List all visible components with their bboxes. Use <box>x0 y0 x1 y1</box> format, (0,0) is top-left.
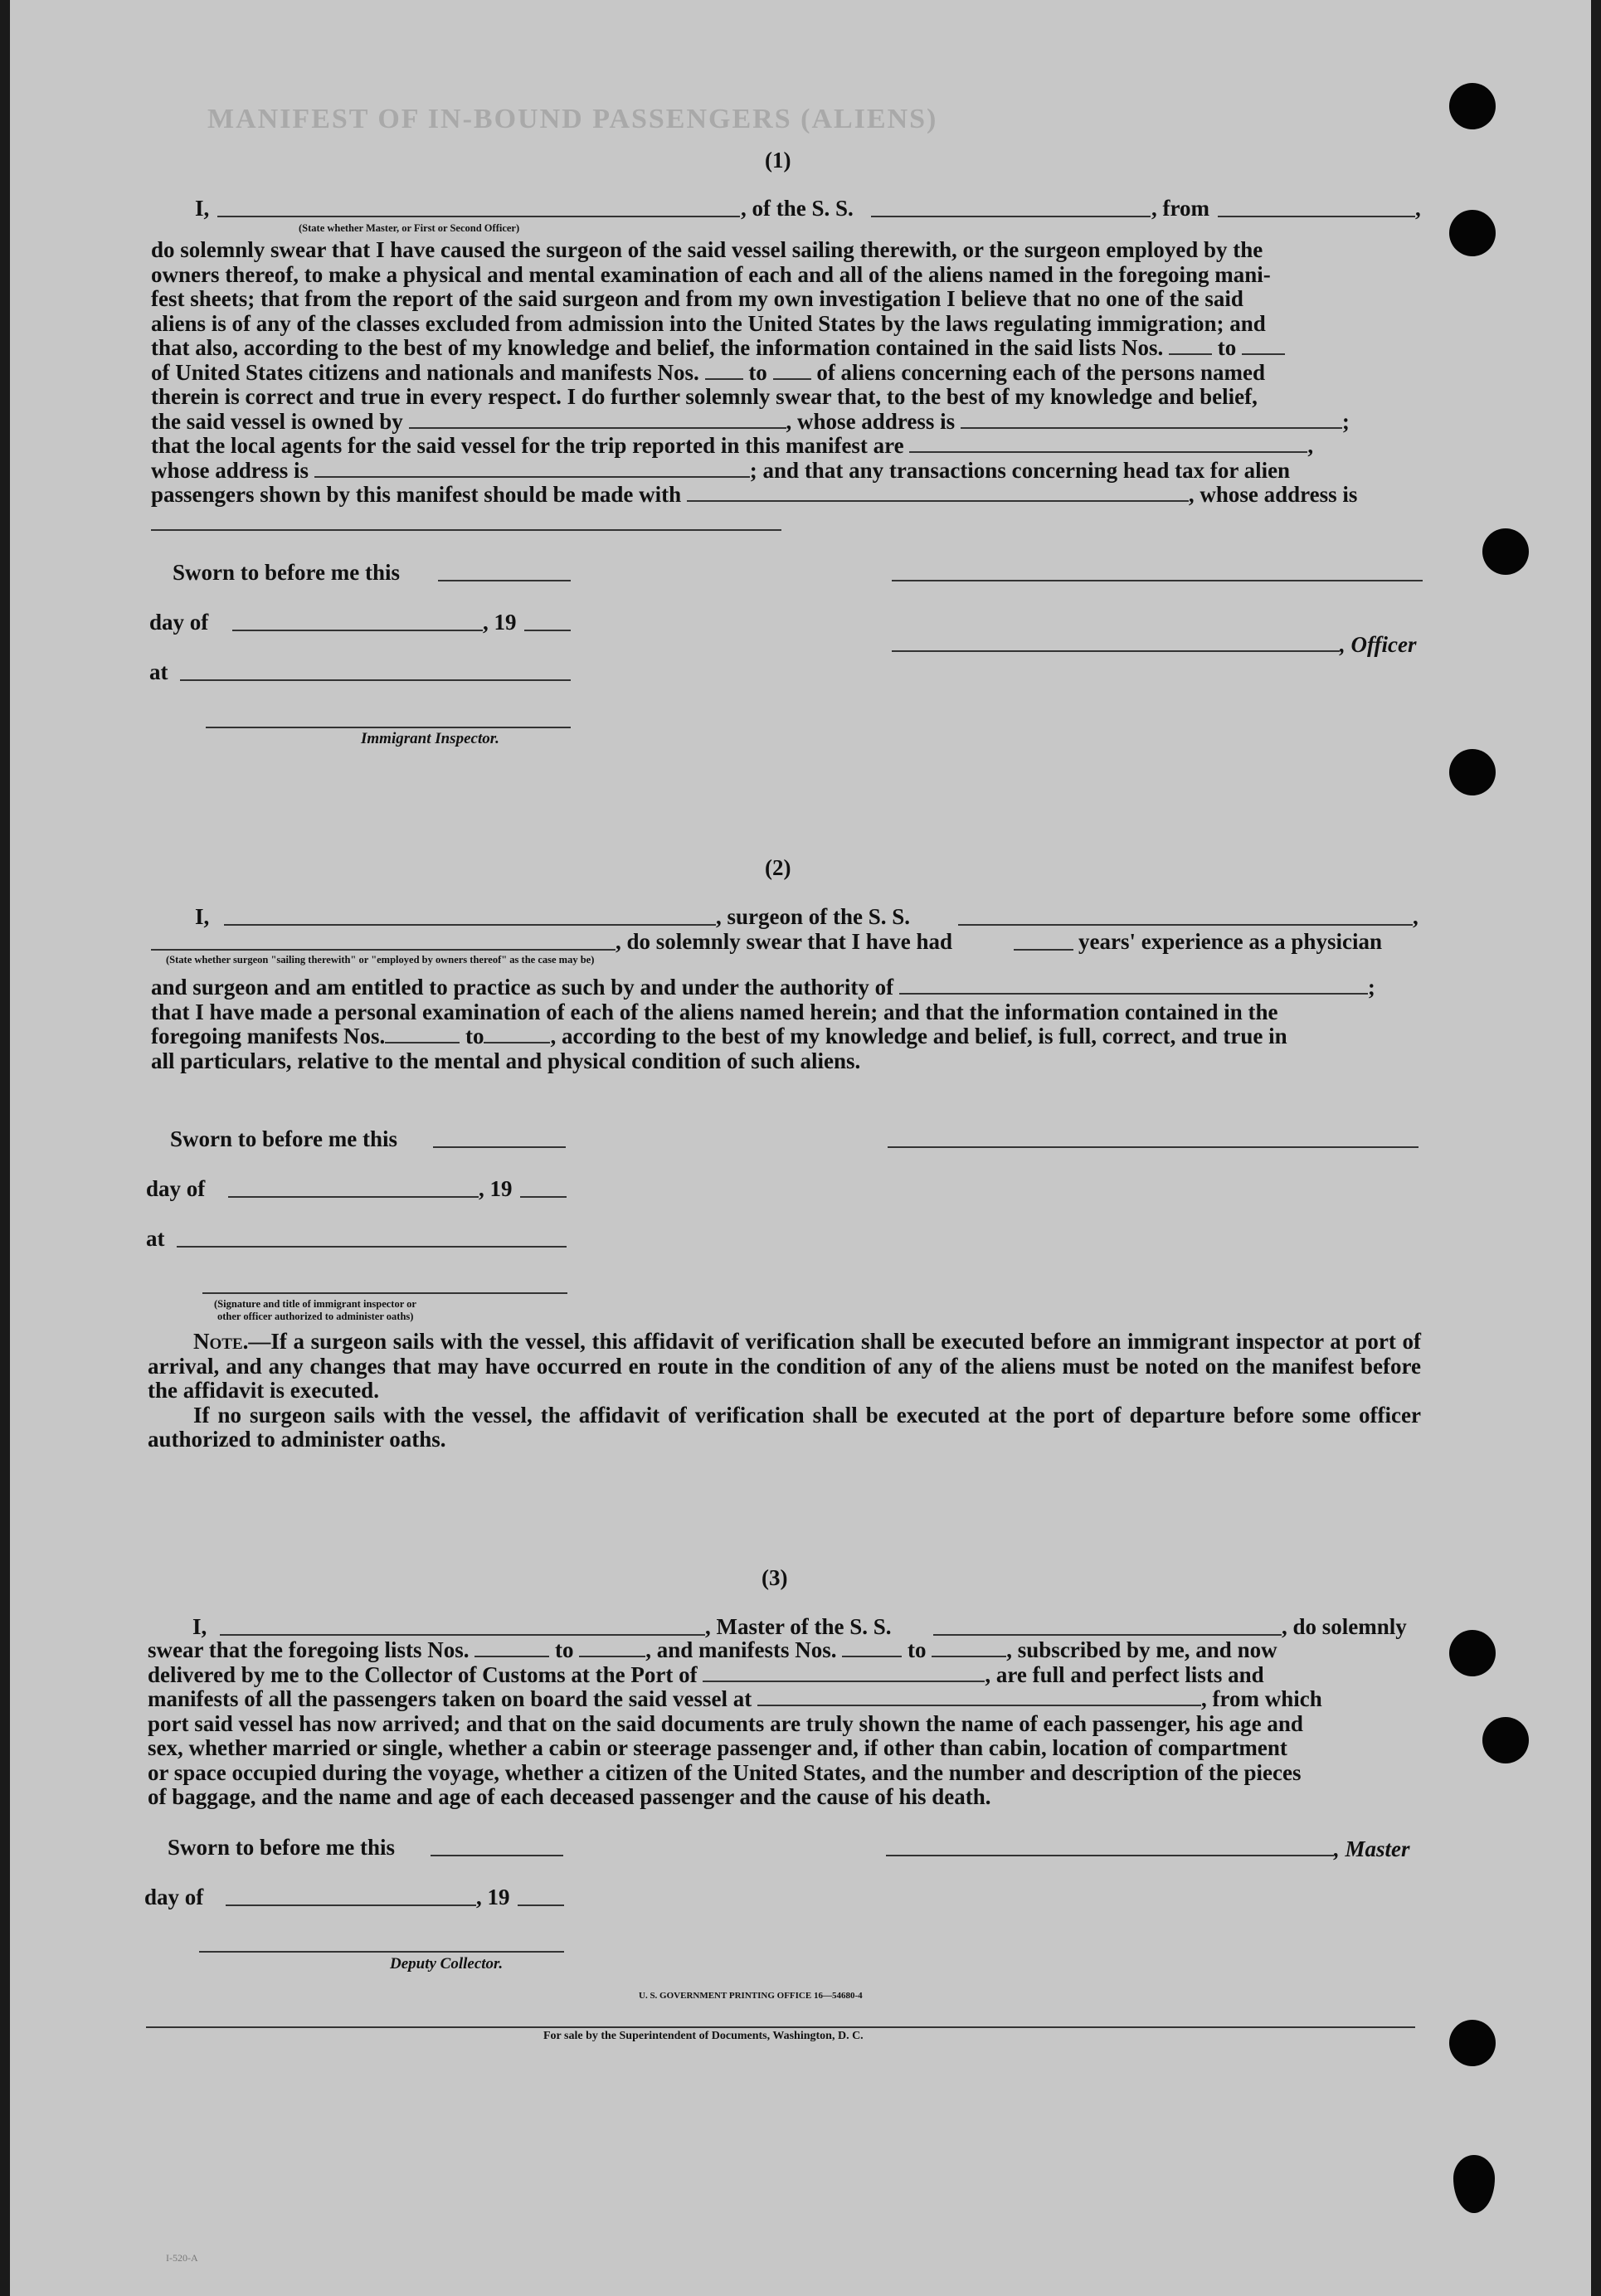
form-number: I-520-A <box>166 2252 198 2264</box>
s2-year-field[interactable] <box>520 1196 567 1198</box>
s3-master-name-field[interactable] <box>220 1634 705 1636</box>
s1-line-6: of United States citizens and nationals and manifests Nos. to of aliens concerning each of the persons named <box>151 359 1266 385</box>
s2-manifests-to-field[interactable] <box>484 1025 550 1043</box>
s3-oath-paragraph <box>148 1638 1421 1810</box>
s1-of-ship-label: , of the S. S. <box>741 196 854 221</box>
s2-inspector-signature-field[interactable] <box>202 1292 567 1294</box>
punch-hole <box>1482 1717 1529 1763</box>
s2-sig-note-2: other officer authorized to administer oaths) <box>217 1311 414 1322</box>
s1-address-continuation-field[interactable] <box>151 529 781 531</box>
s1-sworn-label: Sworn to before me this <box>173 560 400 585</box>
s1-inspector-signature-field[interactable] <box>206 727 571 728</box>
s1-i-label: I, <box>195 196 210 221</box>
s3-manifests-to-field[interactable] <box>932 1639 1006 1657</box>
s3-line-4: manifests of all the passengers taken on board the said vessel at , from which <box>148 1686 1322 1711</box>
s2-day-field[interactable] <box>228 1196 479 1198</box>
s1-line-10: whose address is ; and that any transactions concerning head tax for alien <box>151 457 1291 483</box>
sale-notice: For sale by the Superintendent of Documents, Washington, D. C. <box>543 2030 864 2042</box>
punch-hole <box>1449 749 1496 795</box>
s1-lists-from-field[interactable] <box>1169 337 1212 355</box>
section-3-number: (3) <box>762 1565 788 1590</box>
s3-boarded-at-field[interactable] <box>757 1688 1201 1706</box>
s2-line1-end: , <box>1413 904 1419 929</box>
s3-year-field[interactable] <box>518 1904 564 1906</box>
s2-sig-note-1: (Signature and title of immigrant inspector or <box>214 1298 416 1310</box>
gpo-imprint: U. S. GOVERNMENT PRINTING OFFICE 16—54680-4 <box>639 1991 863 2001</box>
s3-manifests-from-field[interactable] <box>842 1639 902 1657</box>
s1-line-11: passengers shown by this manifest should be made with , whose address is <box>151 482 1358 507</box>
s3-day-field[interactable] <box>226 1904 476 1906</box>
s2-years-field[interactable] <box>1014 949 1073 951</box>
s2-line-3: and surgeon and am entitled to practice as such by and under the authority of ; <box>151 975 1375 1000</box>
s3-collector-signature-field[interactable] <box>199 1951 564 1953</box>
s1-manifests-to-field[interactable] <box>773 362 811 380</box>
s1-day-of-label: day of <box>149 610 209 635</box>
s3-port-field[interactable] <box>703 1664 985 1682</box>
s1-agents-address-field[interactable] <box>314 460 750 478</box>
s2-manifests-from-field[interactable] <box>385 1025 460 1043</box>
s1-line-8: the said vessel is owned by , whose address is ; <box>151 408 1350 434</box>
s2-authority-field[interactable] <box>899 976 1368 995</box>
punch-hole <box>1453 2155 1495 2213</box>
s3-ship-name-field[interactable] <box>933 1634 1282 1636</box>
s1-signature-field[interactable] <box>892 580 1423 581</box>
s1-owner-address-field[interactable] <box>961 411 1342 429</box>
s1-year-field[interactable] <box>524 630 571 631</box>
s3-line: or space occupied during the voyage, whether a citizen of the United States, and the number and description of the pieces <box>148 1759 1302 1785</box>
s1-head-tax-field[interactable] <box>687 484 1189 502</box>
s1-line: fest sheets; that from the report of the said surgeon and from my own investigation I believe that no one of the said <box>151 286 1243 311</box>
s1-from-label: , from <box>1151 196 1209 221</box>
s3-master-label: , Master of the S. S. <box>705 1614 892 1639</box>
s2-line2-b: years' experience as a physician <box>1078 929 1382 954</box>
s2-surgeon-label: , surgeon of the S. S. <box>716 904 911 929</box>
s3-sworn-label: Sworn to before me this <box>168 1835 395 1860</box>
s1-line1-end: , <box>1415 196 1421 221</box>
s1-year-label: , 19 <box>483 610 517 635</box>
s2-surgeon-name-field[interactable] <box>224 924 716 926</box>
s1-line-5: that also, according to the best of my knowledge and belief, the information contained in the said lists Nos. to <box>151 336 1424 361</box>
s2-note-text: —If a surgeon sails with the vessel, this affidavit of verification shall be executed before an immigrant inspector at port of arrival, and any changes that may have occurred en route in the condition of any of the aliens must be noted on the manifest before the affidavit is executed. <box>148 1329 1421 1403</box>
s1-line: owners thereof, to make a physical and mental examination of each and all of the aliens named in the foregoing mani- <box>151 261 1271 287</box>
section-2-number: (2) <box>765 855 791 880</box>
s1-line: therein is correct and true in every respect. I do further solemnly swear that, to the best of my knowledge and belief, <box>151 384 1258 409</box>
s3-master-sig-label: , Master <box>1334 1836 1410 1861</box>
s1-agents-field[interactable] <box>909 435 1307 453</box>
s2-capacity-note: (State whether surgeon "sailing therewith" or "employed by owners thereof" as the case may be) <box>166 954 595 966</box>
s2-at-label: at <box>146 1226 165 1251</box>
s2-at-field[interactable] <box>177 1246 567 1248</box>
s3-line: sex, whether married or single, whether a cabin or steerage passenger and, if other than cabin, location of compartment <box>148 1735 1287 1760</box>
s1-inspector-label: Immigrant Inspector. <box>361 730 499 747</box>
s1-line: aliens is of any of the classes excluded from admission into the United States by the laws regulating immigration; and <box>151 310 1266 336</box>
s2-note-label: Note. <box>193 1329 249 1354</box>
s1-lists-to-field[interactable] <box>1242 337 1285 355</box>
s2-sworn-label: Sworn to before me this <box>170 1126 397 1151</box>
s1-day-field[interactable] <box>232 630 483 631</box>
s3-lists-from-field[interactable] <box>474 1639 549 1657</box>
s2-year-label: , 19 <box>479 1176 513 1201</box>
s2-line-5: foregoing manifests Nos. to , according to the best of my knowledge and belief, is full, correct, and true in <box>151 1024 1287 1048</box>
s1-officer-label: , Officer <box>1340 632 1417 657</box>
s1-ship-name-field[interactable] <box>871 216 1151 217</box>
s1-owner-field[interactable] <box>409 411 786 429</box>
s1-line-9: that the local agents for the said vessel for the trip reported in this manifest are , <box>151 433 1314 458</box>
s2-ship-name-field[interactable] <box>958 924 1413 926</box>
s2-line: that I have made a personal examination of each of the aliens named herein; and that the information contained in the <box>151 999 1278 1024</box>
s3-line-2: swear that the foregoing lists Nos. to , and manifests Nos. to , subscribed by me, and now <box>148 1637 1277 1662</box>
scan-right-edge <box>1591 0 1601 2296</box>
s3-sworn-date-field[interactable] <box>431 1855 563 1856</box>
punch-hole <box>1482 528 1529 575</box>
s3-i-label: I, <box>192 1614 207 1639</box>
s2-i-label: I, <box>195 904 210 929</box>
footer-rule <box>146 2026 1415 2028</box>
s3-year-label: , 19 <box>476 1885 510 1909</box>
section-1-number: (1) <box>765 148 791 173</box>
punch-hole <box>1449 1630 1496 1676</box>
s1-line: do solemnly swear that I have caused the surgeon of the said vessel sailing therewith, or the surgeon employed by the <box>151 237 1263 262</box>
s3-master-signature-field[interactable] <box>886 1855 1334 1856</box>
s1-sworn-date-field[interactable] <box>438 580 571 581</box>
s3-lists-to-field[interactable] <box>579 1639 645 1657</box>
s1-manifests-from-field[interactable] <box>705 362 743 380</box>
punch-hole <box>1449 2020 1496 2066</box>
s1-oath-paragraph <box>151 238 1424 508</box>
s3-solemnly-label: , do solemnly <box>1282 1614 1407 1639</box>
s1-from-field[interactable] <box>1218 216 1415 217</box>
s2-line2-a: , do solemnly swear that I have had <box>616 929 953 954</box>
s1-officer-note: (State whether Master, or First or Second Officer) <box>299 222 520 234</box>
s1-officer-signature-field[interactable] <box>892 650 1340 652</box>
s2-line: all particulars, relative to the mental and physical condition of such aliens. <box>151 1048 861 1073</box>
s2-day-of-label: day of <box>146 1176 206 1201</box>
s1-officer-name-field[interactable] <box>217 216 740 217</box>
s3-line-3: delivered by me to the Collector of Customs at the Port of , are full and perfect lists and <box>148 1661 1264 1687</box>
s2-note-text-2: If no surgeon sails with the vessel, the affidavit of verification shall be executed at the port of departure before some officer authorized to administer oaths. <box>148 1402 1421 1452</box>
s3-line: port said vessel has now arrived; and that on the said documents are truly shown the name of each passenger, his age and <box>148 1710 1303 1736</box>
punch-hole <box>1449 83 1496 129</box>
s2-signature-field[interactable] <box>888 1146 1419 1148</box>
s3-line: of baggage, and the name and age of each deceased passenger and the cause of his death. <box>148 1784 991 1809</box>
s2-capacity-field[interactable] <box>151 949 616 951</box>
s2-sworn-date-field[interactable] <box>433 1146 566 1148</box>
s3-collector-label: Deputy Collector. <box>390 1955 504 1973</box>
s2-oath-paragraph <box>151 975 1424 1073</box>
s2-note-paragraph <box>148 1330 1421 1452</box>
punch-hole <box>1449 210 1496 256</box>
s3-day-of-label: day of <box>144 1885 204 1909</box>
bleed-through-header: MANIFEST OF IN-BOUND PASSENGERS (ALIENS) <box>207 104 938 134</box>
s1-at-label: at <box>149 659 168 684</box>
s1-at-field[interactable] <box>180 679 571 681</box>
scan-left-edge <box>0 0 10 2296</box>
